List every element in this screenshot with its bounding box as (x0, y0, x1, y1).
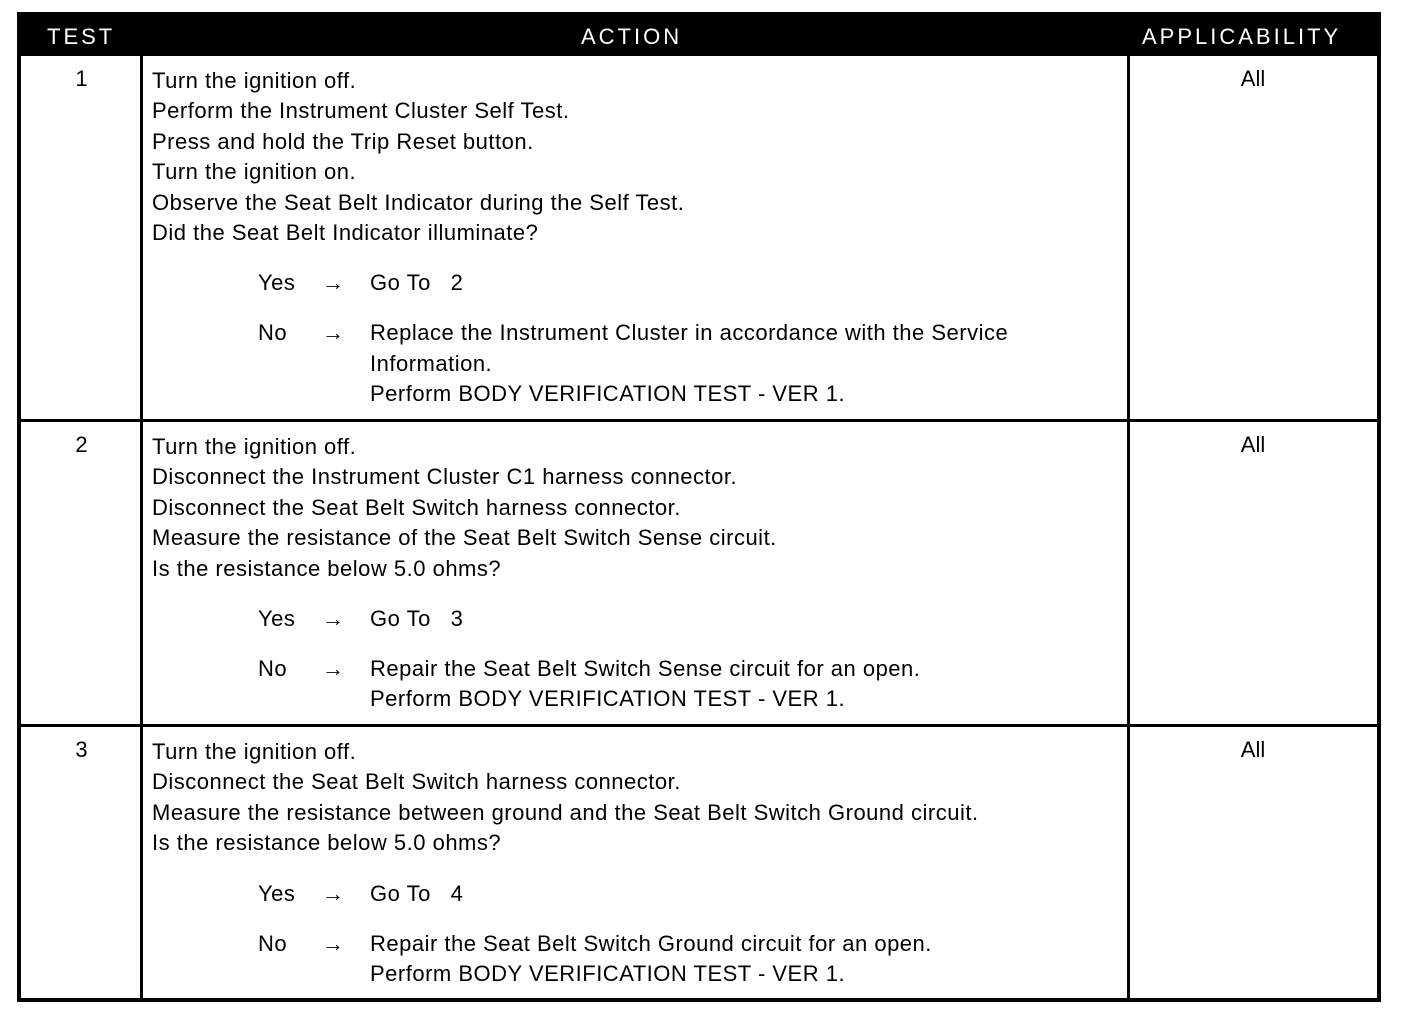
no-response (152, 929, 1127, 989)
step-line: Turn the ignition off. (152, 434, 357, 459)
step-line: Press and hold the Trip Reset button. (152, 128, 534, 154)
yes-action: Go To 2 (370, 270, 464, 296)
step-line: Disconnect the Seat Belt Switch harness connector. (152, 769, 681, 795)
test-action (152, 737, 1127, 989)
test-row-1 (21, 56, 1377, 420)
yes-action: Go To 4 (370, 880, 464, 906)
step-line: Turn the ignition off. (152, 68, 357, 93)
step-line: Measure the resistance of the Seat Belt Switch Sense circuit. (152, 525, 777, 551)
no-label: No (258, 656, 288, 682)
step-line: Turn the ignition on. (152, 159, 357, 185)
step-line: Observe the Seat Belt Indicator during the Self Test. (152, 189, 685, 215)
yes-response (152, 268, 1127, 298)
test-number: 2 (75, 432, 88, 457)
header-action: ACTION (581, 24, 683, 49)
step-line: Is the resistance below 5.0 ohms? (152, 555, 502, 581)
yes-response (152, 604, 1127, 634)
no-action-line: Perform BODY VERIFICATION TEST - VER 1. (370, 381, 846, 407)
arrow-icon: → (322, 880, 345, 906)
no-response (152, 318, 1127, 408)
step-line: Is the resistance below 5.0 ohms? (152, 830, 502, 856)
applicability-value: All (1240, 66, 1266, 91)
step-line: Disconnect the Seat Belt Switch harness connector. (152, 494, 681, 520)
arrow-icon: → (322, 930, 345, 956)
test-row-3 (21, 724, 1377, 998)
no-action-line: Perform BODY VERIFICATION TEST - VER 1. (370, 686, 846, 712)
applicability-value: All (1240, 432, 1266, 457)
step-line: Did the Seat Belt Indicator illuminate? (152, 220, 539, 246)
test-number: 3 (75, 737, 88, 762)
diagnostic-test-table (17, 12, 1381, 1002)
yes-action: Go To 3 (370, 606, 464, 632)
no-action-line: Perform BODY VERIFICATION TEST - VER 1. (370, 961, 846, 987)
arrow-icon: → (322, 656, 345, 682)
test-number: 1 (75, 66, 88, 91)
step-line: Perform the Instrument Cluster Self Test. (152, 98, 570, 124)
header-applicability: APPLICABILITY (1142, 24, 1342, 49)
no-action-line: Replace the Instrument Cluster in accordance with the Service (370, 320, 1009, 346)
applicability-value: All (1240, 737, 1266, 762)
no-action-line: Information. (370, 350, 493, 376)
no-action-line: Repair the Seat Belt Switch Sense circuit for an open. (370, 656, 921, 682)
yes-label: Yes (258, 880, 296, 906)
test-action (152, 432, 1127, 714)
test-row-2 (21, 419, 1377, 725)
arrow-icon: → (322, 606, 345, 632)
arrow-icon: → (322, 270, 345, 296)
step-line: Measure the resistance between ground and the Seat Belt Switch Ground circuit. (152, 799, 979, 825)
no-response (152, 654, 1127, 714)
test-action (152, 66, 1127, 408)
step-line: Disconnect the Instrument Cluster C1 harness connector. (152, 464, 738, 490)
header-test: TEST (47, 24, 116, 49)
no-action-line: Repair the Seat Belt Switch Ground circuit for an open. (370, 930, 932, 956)
yes-label: Yes (258, 270, 296, 296)
no-label: No (258, 930, 288, 956)
arrow-icon: → (322, 320, 345, 346)
table-header (21, 16, 1377, 56)
no-label: No (258, 320, 288, 346)
step-line: Turn the ignition off. (152, 739, 357, 764)
yes-label: Yes (258, 606, 296, 632)
yes-response (152, 879, 1127, 909)
